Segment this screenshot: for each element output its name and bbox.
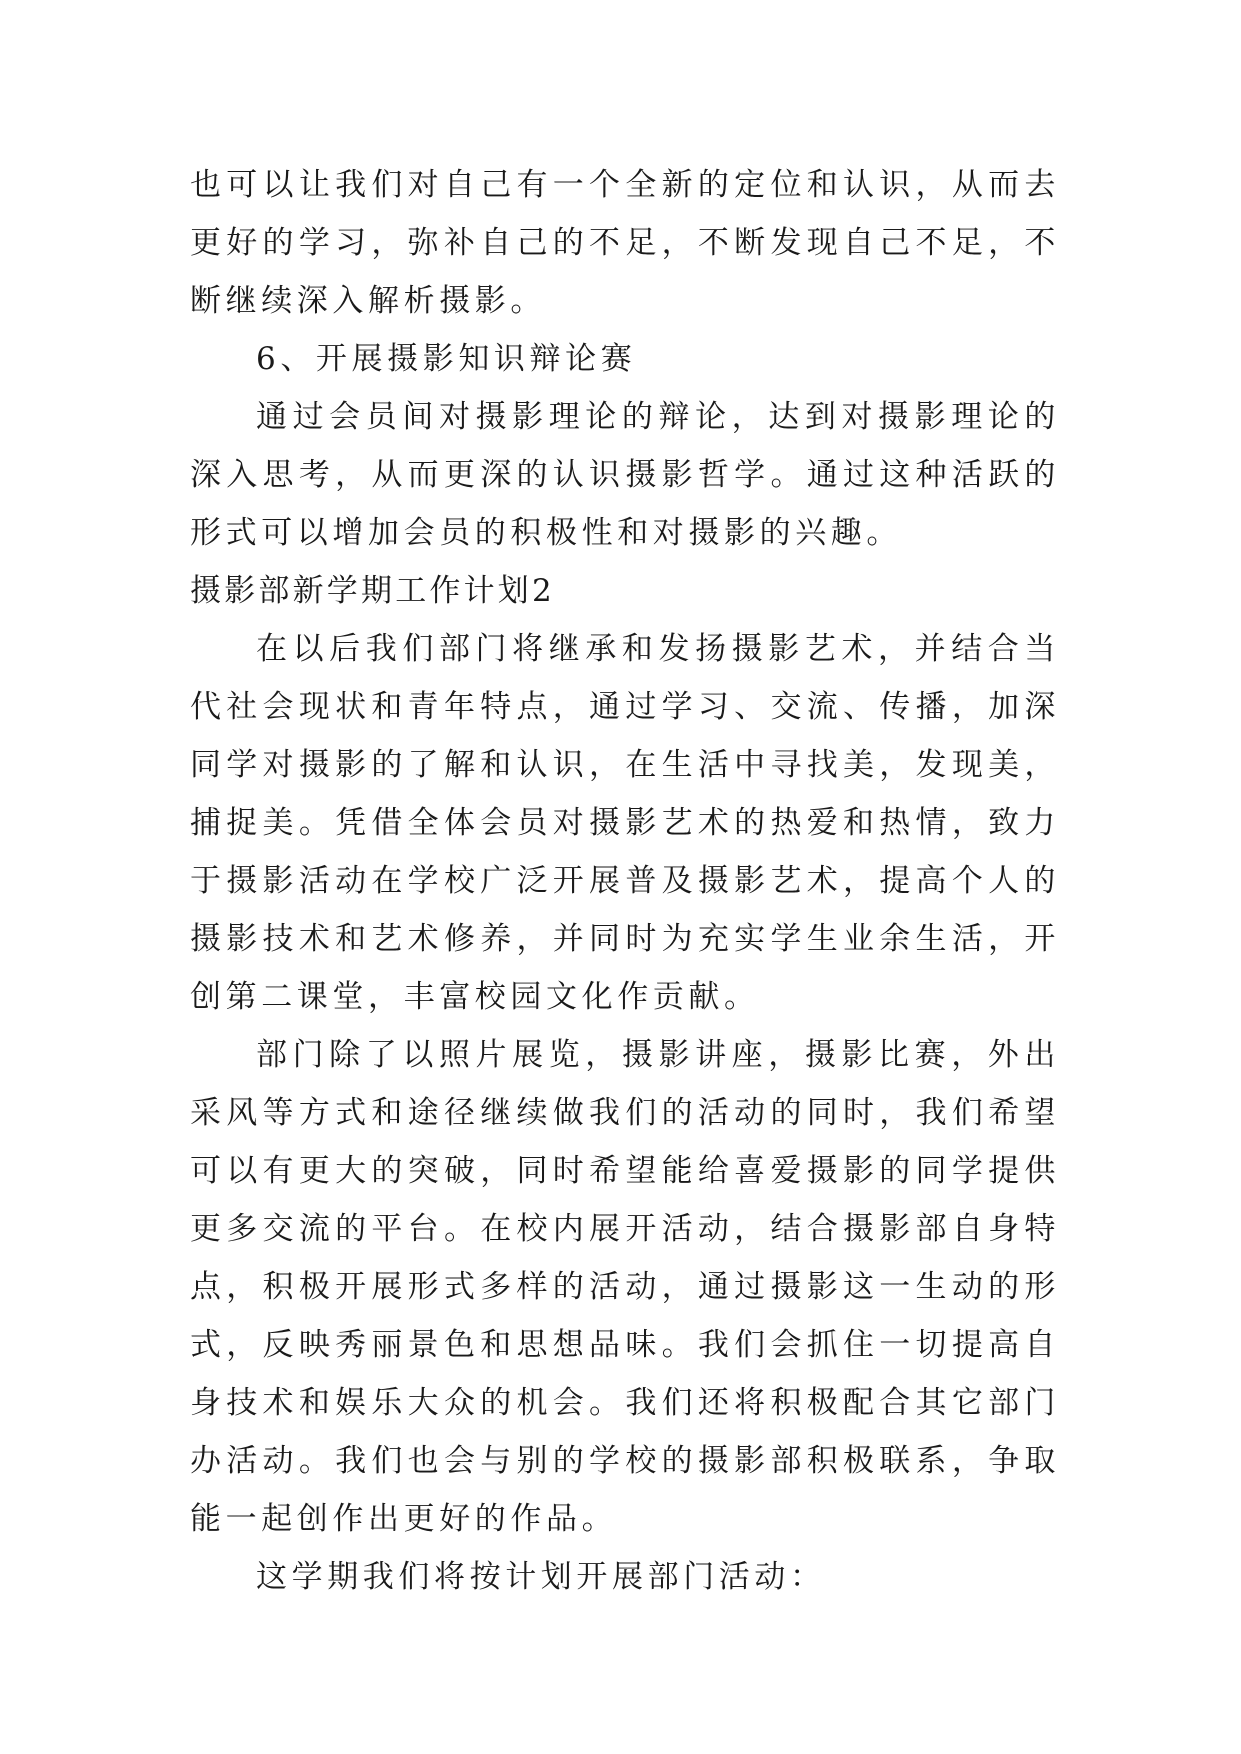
- paragraph-plan-intro: 这学期我们将按计划开展部门活动：: [256, 1559, 826, 1595]
- paragraph-debate-description: 通过会员间对摄影理论的辩论，达到对摄影理论的深入思考，从而更深的认识摄影哲学。通过这种活跃的形式可以增加会员的积极性和对摄影的兴趣。: [190, 399, 1060, 551]
- document-page: [190, 156, 1060, 1606]
- paragraph-activities: 部门除了以照片展览，摄影讲座，摄影比赛，外出采风等方式和途径继续做我们的活动的同时，我们希望可以有更大的突破，同时希望能给喜爱摄影的同学提供更多交流的平台。在校内展开活动，结合摄影部自身特点，积极开展形式多样的活动，通过摄影这一生动的形式，反映秀丽景色和思想品味。我们会抓住一切提高自身技术和娱乐大众的机会。我们还将积极配合其它部门办活动。我们也会与别的学校的摄影部积极联系，争取能一起创作出更好的作品。: [190, 1037, 1060, 1537]
- paragraph-continuation: 也可以让我们对自己有一个全新的定位和认识，从而去更好的学习，弥补自己的不足，不断发现自己不足，不断继续深入解析摄影。: [190, 167, 1060, 319]
- paragraph-department-goals: 在以后我们部门将继承和发扬摄影艺术，并结合当代社会现状和青年特点，通过学习、交流、传播，加深同学对摄影的了解和认识，在生活中寻找美，发现美，捕捉美。凭借全体会员对摄影艺术的热爱和热情，致力于摄影活动在学校广泛开展普及摄影艺术，提高个人的摄影技术和艺术修养，并同时为充实学生业余生活，开创第二课堂，丰富校园文化作贡献。: [190, 631, 1060, 1015]
- section-heading: 摄影部新学期工作计划2: [190, 573, 555, 609]
- item-title-debate: 6、开展摄影知识辩论赛: [256, 341, 637, 377]
